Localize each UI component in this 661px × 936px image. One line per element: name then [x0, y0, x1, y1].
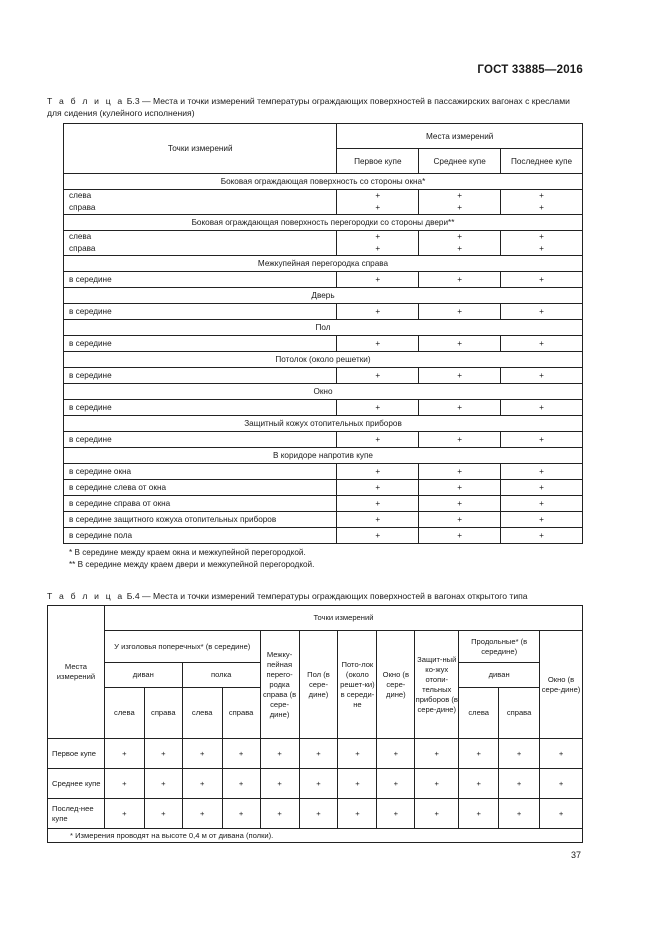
table1-body: [64, 174, 583, 544]
table1-row: [64, 512, 583, 528]
table1-mark: +: [337, 528, 419, 544]
page-number: 37: [570, 850, 581, 860]
table1-mark: +: [419, 368, 501, 384]
table-b4: [47, 605, 583, 843]
table1-mark: +: [337, 480, 419, 496]
table1-section-title: Боковая ограждающая поверхность перегородки со стороны двери**: [64, 215, 583, 231]
table1-row: [64, 243, 583, 256]
table2-head-left: слева: [459, 688, 499, 739]
table1-row: [64, 368, 583, 384]
table1-row-label: в середине: [64, 304, 337, 320]
table2-head-right: справа: [222, 688, 260, 739]
table2-row: [48, 799, 583, 829]
table1-row-label: слева: [64, 231, 337, 244]
table1-mark: +: [419, 272, 501, 288]
table2-mark: +: [338, 739, 377, 769]
table2-mark: +: [459, 799, 499, 829]
table2-head-casing: Защит-ный ко-жух отопи-тельных приборов (в сере-дине): [415, 631, 459, 739]
table1-subcol: Последнее купе: [501, 149, 583, 174]
table2-mark: +: [144, 799, 182, 829]
table1-row-label: в середине пола: [64, 528, 337, 544]
table1-mark: +: [501, 272, 583, 288]
table2-mark: +: [377, 769, 415, 799]
table1-row: [64, 480, 583, 496]
table1-section-title: Защитный кожух отопительных приборов: [64, 416, 583, 432]
table1-footnote: ** В середине между краем двери и межкупейной перегородкой.: [69, 560, 315, 569]
table2-mark: +: [182, 739, 222, 769]
table1-mark: +: [501, 190, 583, 203]
table1-mark: +: [419, 496, 501, 512]
table1-row: [64, 190, 583, 203]
table1-mark: +: [337, 243, 419, 256]
table1-mark: +: [501, 231, 583, 244]
table2-caption-label: Т а б л и ц а: [47, 591, 125, 601]
table2-row-label: Послед-нее купе: [48, 799, 105, 829]
table2-caption-text: Б.4 — Места и точки измерений температуры ограждающих поверхностей в вагонах открытого типа: [126, 591, 528, 601]
table1-row: [64, 304, 583, 320]
table2-mark: +: [415, 769, 459, 799]
table1-mark: +: [419, 202, 501, 215]
table2-head-shelf: полка: [182, 663, 260, 688]
table1-mark: +: [337, 202, 419, 215]
table2-mark: +: [377, 799, 415, 829]
table1-section-title: В коридоре напротив купе: [64, 448, 583, 464]
table1-row: [64, 432, 583, 448]
table1-section-title: Пол: [64, 320, 583, 336]
table2-head-ceiling: Пото-лок (около решет-ки) в середи-не: [338, 631, 377, 739]
table1-mark: +: [337, 512, 419, 528]
table1-mark: +: [419, 528, 501, 544]
table2-mark: +: [182, 799, 222, 829]
table2-col-points: Точки измерений: [104, 606, 582, 631]
table2-mark: +: [540, 739, 583, 769]
table1-row: [64, 528, 583, 544]
table1-row-label: справа: [64, 202, 337, 215]
table2-mark: +: [338, 769, 377, 799]
table2-mark: +: [222, 769, 260, 799]
table2-head-headrest: У изголовья поперечных* (в середине): [104, 631, 260, 663]
table2-mark: +: [499, 769, 540, 799]
table1-row-label: в середине защитного кожуха отопительных приборов: [64, 512, 337, 528]
table1-row-label: в середине справа от окна: [64, 496, 337, 512]
table2-body: [48, 739, 583, 829]
table2-footnote: * Измерения проводят на высоте 0,4 м от дивана (полки).: [48, 829, 583, 843]
table1-mark: +: [501, 464, 583, 480]
table2-mark: +: [415, 799, 459, 829]
table2-row-label: Первое купе: [48, 739, 105, 769]
table1-subcol: Среднее купе: [419, 149, 501, 174]
table1-row: [64, 272, 583, 288]
table2-head-sofa2: диван: [459, 663, 540, 688]
table1-row: [64, 231, 583, 244]
table2-mark: +: [540, 799, 583, 829]
table1-row-label: в середине слева от окна: [64, 480, 337, 496]
table1-mark: +: [419, 243, 501, 256]
table2-row: [48, 739, 583, 769]
table2-mark: +: [144, 739, 182, 769]
table2-mark: +: [459, 769, 499, 799]
table1-caption-text: Б.3 — Места и точки измерений температуры ограждающих поверхностей в пассажирских вагонах с креслами для сидения (кулейного исполнения): [47, 96, 570, 118]
table2-mark: +: [260, 739, 299, 769]
table1-mark: +: [419, 336, 501, 352]
table1-row: [64, 496, 583, 512]
table1-mark: +: [501, 480, 583, 496]
table2-head-partition: Межку-пейная перего-родка справа (в сере-дине): [260, 631, 299, 739]
table1-mark: +: [501, 496, 583, 512]
table1-row-label: справа: [64, 243, 337, 256]
table-b3: [63, 123, 583, 544]
table2-head-floor: Пол (в сере-дине): [299, 631, 338, 739]
table2-row-label: Среднее купе: [48, 769, 105, 799]
table2-head-window2: Окно (в сере-дине): [540, 631, 583, 739]
table1-row: [64, 336, 583, 352]
table1-mark: +: [501, 368, 583, 384]
table1-caption: [47, 95, 585, 119]
table1-caption-label: Т а б л и ц а: [47, 96, 125, 106]
table1-row-label: в середине: [64, 272, 337, 288]
table1-section-title: Дверь: [64, 288, 583, 304]
table1-mark: +: [501, 202, 583, 215]
table1-mark: +: [419, 190, 501, 203]
table1-mark: +: [419, 464, 501, 480]
table1-mark: +: [419, 480, 501, 496]
table2-mark: +: [222, 799, 260, 829]
table1-section-title: Окно: [64, 384, 583, 400]
table2-head-window: Окно (в сере-дине): [377, 631, 415, 739]
table1-mark: +: [337, 231, 419, 244]
table1-mark: +: [337, 464, 419, 480]
table2-caption: [47, 590, 585, 602]
table1-section-title: Боковая ограждающая поверхность со стороны окна*: [64, 174, 583, 190]
table2-row: [48, 769, 583, 799]
table2-head-left: слева: [104, 688, 144, 739]
table1-col-places: Места измерений: [337, 124, 583, 149]
table2-mark: +: [499, 799, 540, 829]
table2-head-left: слева: [182, 688, 222, 739]
table1-footnote: * В середине между краем окна и межкупейной перегородкой.: [69, 548, 306, 557]
table2-head-right: справа: [144, 688, 182, 739]
table2-mark: +: [299, 769, 338, 799]
table2-mark: +: [338, 799, 377, 829]
table1-mark: +: [501, 400, 583, 416]
table2-mark: +: [540, 769, 583, 799]
table2-mark: +: [260, 799, 299, 829]
table1-mark: +: [501, 432, 583, 448]
table1-section-title: Межкупейная перегородка справа: [64, 256, 583, 272]
table2-mark: +: [222, 739, 260, 769]
table2-mark: +: [299, 739, 338, 769]
table1-row: [64, 400, 583, 416]
table1-mark: +: [337, 336, 419, 352]
table1-mark: +: [419, 512, 501, 528]
table1-row: [64, 202, 583, 215]
table1-mark: +: [501, 336, 583, 352]
table1-row: [64, 464, 583, 480]
table2-mark: +: [260, 769, 299, 799]
table2-mark: +: [377, 739, 415, 769]
table2-head-right: справа: [499, 688, 540, 739]
document-header: ГОСТ 33885—2016: [477, 64, 583, 76]
table2-mark: +: [499, 739, 540, 769]
table1-section-title: Потолок (около решетки): [64, 352, 583, 368]
table1-mark: +: [501, 528, 583, 544]
table1-row-label: слева: [64, 190, 337, 203]
table1-mark: +: [501, 512, 583, 528]
table1-mark: +: [337, 496, 419, 512]
table2-mark: +: [104, 799, 144, 829]
table2-mark: +: [182, 769, 222, 799]
table2-head-sofa: диван: [104, 663, 182, 688]
table1-mark: +: [337, 304, 419, 320]
table1-mark: +: [337, 368, 419, 384]
table2-head-longitudinal: Продольные* (в середине): [459, 631, 540, 663]
table1-mark: +: [501, 304, 583, 320]
table2-col-places: Места измерений: [48, 606, 105, 739]
table2-mark: +: [459, 739, 499, 769]
table2-mark: +: [144, 769, 182, 799]
table2-mark: +: [415, 739, 459, 769]
table1-mark: +: [337, 432, 419, 448]
table1-row-label: в середине: [64, 432, 337, 448]
table1-mark: +: [419, 432, 501, 448]
table2-mark: +: [104, 769, 144, 799]
table1-mark: +: [419, 231, 501, 244]
table1-col-points: Точки измерений: [64, 124, 337, 174]
table2-mark: +: [299, 799, 338, 829]
table2-mark: +: [104, 739, 144, 769]
table1-row-label: в середине окна: [64, 464, 337, 480]
table1-row-label: в середине: [64, 336, 337, 352]
table1-mark: +: [337, 272, 419, 288]
table1-row-label: в середине: [64, 400, 337, 416]
table1-mark: +: [501, 243, 583, 256]
table1-row-label: в середине: [64, 368, 337, 384]
table1-mark: +: [337, 190, 419, 203]
table1-mark: +: [419, 400, 501, 416]
table1-mark: +: [419, 304, 501, 320]
table1-subcol: Первое купе: [337, 149, 419, 174]
table1-mark: +: [337, 400, 419, 416]
